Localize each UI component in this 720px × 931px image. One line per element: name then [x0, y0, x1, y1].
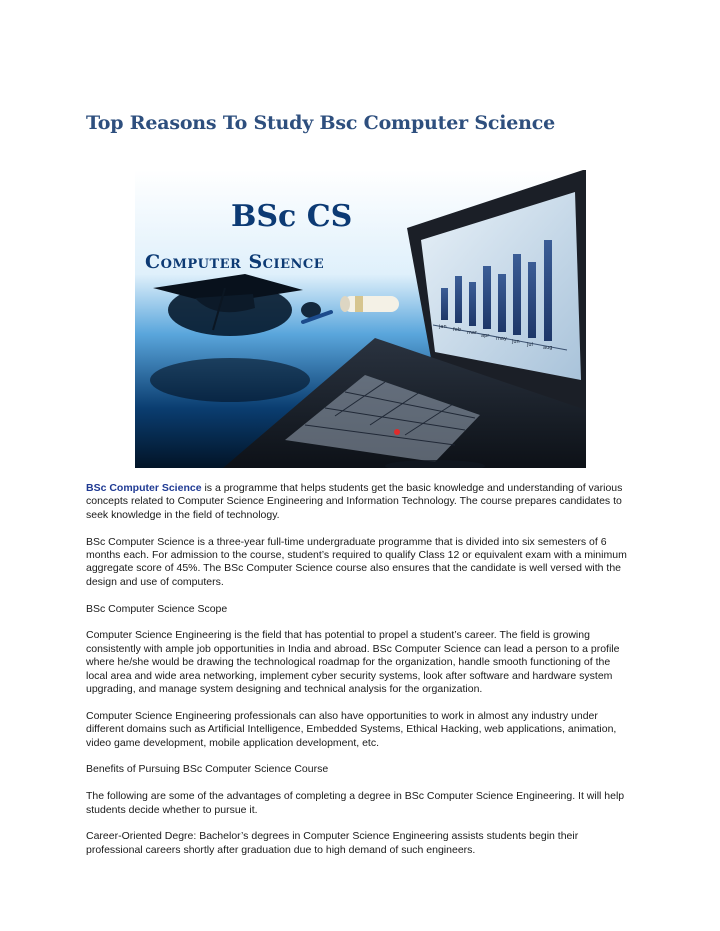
hero-illustration	[135, 170, 586, 468]
svg-text:aug: aug	[543, 345, 553, 351]
benefits-intro-paragraph: The following are some of the advantages of completing a degree in BSc Computer Science Engineering. It will help students decide whether to pursue it.	[86, 790, 625, 816]
intro-text: is a programme that helps students get the basic knowledge and understanding of various concepts related to Computer Science Engineering and Information Technology. The course prepares candidates to seek knowledge in the field of technology.	[86, 482, 623, 521]
hero-line-2: Computer Science	[145, 251, 325, 273]
hero-image	[135, 170, 586, 468]
svg-text:apr: apr	[481, 333, 490, 339]
scope-heading: BSc Computer Science Scope	[86, 602, 228, 615]
svg-text:jan: jan	[439, 324, 447, 330]
svg-text:mar: mar	[467, 330, 477, 336]
page-title: Top Reasons To Study Bsc Computer Science	[86, 112, 556, 134]
overview-paragraph: BSc Computer Science is a three-year full-time undergraduate programme that is divided into six semesters of 6 months each. For admission to the course, student’s required to qualify Class 12 or equivalent exam with a minimum aggregate score of 45%. The BSc Computer Science course also ensures that the candidate is well versed with the design and use of computers.	[86, 535, 627, 588]
svg-text:jul: jul	[527, 342, 533, 348]
article-body	[86, 482, 634, 871]
scope-paragraph: Computer Science Engineering is the field that has potential to propel a student’s career. The field is growing consistently with ample job opportunities in India and abroad. BSc Computer Science can lead a person to a profile where he/she would be drawing the technological roadmap for the organization, handle smooth functioning of the local area and wide area networking, implement cyber security systems, look after software and hardware system upgrading, and manage system designing and technical analysis for the organization.	[86, 629, 620, 696]
benefits-heading: Benefits of Pursuing BSc Computer Science Course	[86, 763, 329, 776]
svg-text:may: may	[496, 336, 507, 342]
svg-text:jun: jun	[512, 339, 520, 345]
career-paragraph: Career-Oriented Degre: Bachelor’s degrees in Computer Science Engineering assists students begin their professional careers shortly after graduation due to high demand of such engineers.	[86, 830, 579, 856]
svg-text:feb: feb	[453, 327, 462, 333]
domains-paragraph: Computer Science Engineering professionals can also have opportunities to work in almost any industry under different domains such as Artificial Intelligence, Embedded Systems, Ethical Hacking, web applications, animation, video game development, mobile application development, etc.	[86, 709, 617, 749]
course-link[interactable]: BSc Computer Science	[86, 482, 202, 494]
intro-paragraph	[86, 482, 634, 522]
trackpoint-icon	[394, 429, 400, 435]
hero-line-1: BSc CS	[231, 199, 353, 234]
